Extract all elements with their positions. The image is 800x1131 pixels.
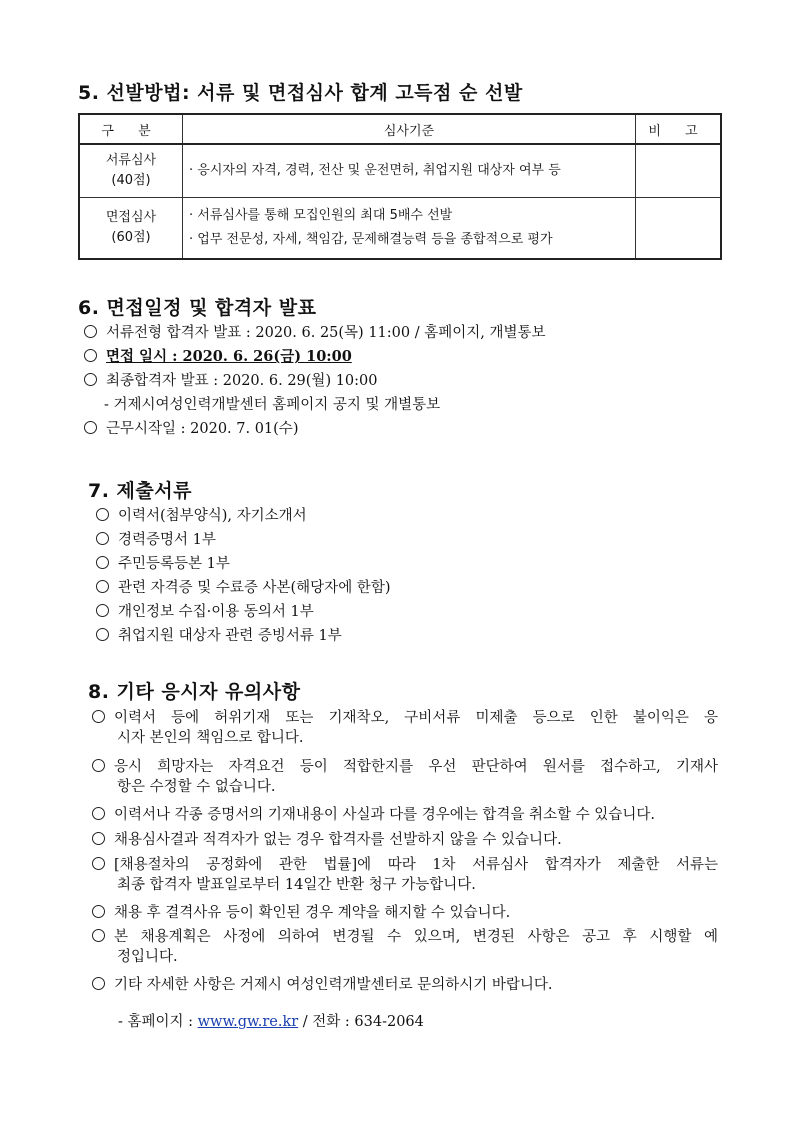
circle-bullet-icon <box>92 977 105 990</box>
notice-item: [채용절차의 공정화에 관한 법률]에 따라 1차 서류심사 합격자가 제출한 서류는 최종 합격자 발표일로부터 14일간 반환 청구 가능합니다. <box>92 855 718 895</box>
list-item: 취업지원 대상자 관련 증빙서류 1부 <box>96 626 342 646</box>
list-item: 주민등록등본 1부 <box>96 554 230 574</box>
table-cell-note <box>636 144 722 198</box>
evaluation-criteria-table <box>78 113 722 260</box>
contact-line: - 홈페이지 : www.gw.re.kr / 전화 : 634-2064 <box>118 1014 424 1030</box>
notice-item: 채용 후 결격사유 등이 확인된 경우 계약을 해지할 수 있습니다. <box>92 903 510 923</box>
circle-bullet-icon <box>92 759 105 772</box>
circle-bullet-icon <box>92 929 105 942</box>
section-7-heading: 7. 제출서류 <box>88 480 192 502</box>
criteria-line: · 서류심사를 통해 모집인원의 최대 5배수 선발 <box>189 208 453 223</box>
table-header-row <box>79 114 721 144</box>
list-item: 이력서(첨부양식), 자기소개서 <box>96 506 307 526</box>
list-item-highlighted: 면접 일시 : 2020. 6. 26(금) 10:00 <box>84 347 352 367</box>
circle-bullet-icon <box>96 628 109 641</box>
list-item: 근무시작일 : 2020. 7. 01(수) <box>84 419 298 439</box>
circle-bullet-icon <box>92 905 105 918</box>
circle-bullet-icon <box>92 832 105 845</box>
table-cell-note <box>636 198 722 260</box>
table-header-criteria: 심사기준 <box>183 114 636 144</box>
category-label: 서류심사 <box>105 153 157 168</box>
category-label: 면접심사 <box>105 210 157 225</box>
circle-bullet-icon <box>96 556 109 569</box>
circle-bullet-icon <box>84 373 97 386</box>
list-item: 관련 자격증 및 수료증 사본(해당자에 한함) <box>96 578 390 598</box>
circle-bullet-icon <box>96 604 109 617</box>
category-points: (60점) <box>111 230 151 245</box>
criteria-line: · 업무 전문성, 자세, 책임감, 문제해결능력 등을 종합적으로 평가 <box>189 232 553 247</box>
list-sub-item: - 거제시여성인력개발센터 홈페이지 공지 및 개별통보 <box>104 397 441 413</box>
list-item: 경력증명서 1부 <box>96 530 216 550</box>
notice-item: 이력서나 각종 증명서의 기재내용이 사실과 다를 경우에는 합격을 취소할 수 있습니다. <box>92 805 655 825</box>
notice-item: 본 채용계획은 사정에 의하여 변경될 수 있으며, 변경된 사항은 공고 후 시행할 예 정입니다. <box>92 927 718 967</box>
circle-bullet-icon <box>96 508 109 521</box>
homepage-link[interactable]: www.gw.re.kr <box>197 1014 299 1030</box>
table-header-note: 비 고 <box>636 114 722 144</box>
section-8-heading: 8. 기타 응시자 유의사항 <box>88 681 301 703</box>
circle-bullet-icon <box>96 532 109 545</box>
table-cell-criteria <box>183 144 636 198</box>
notice-item: 기타 자세한 사항은 거제시 여성인력개발센터로 문의하시기 바랍니다. <box>92 975 552 995</box>
table-row <box>79 198 721 260</box>
table-cell-category <box>79 198 183 260</box>
circle-bullet-icon <box>84 325 97 338</box>
section-5-heading: 5. 선발방법: 서류 및 면접심사 합계 고득점 순 선발 <box>78 82 523 104</box>
circle-bullet-icon <box>92 807 105 820</box>
list-item: 서류전형 합격자 발표 : 2020. 6. 25(목) 11:00 / 홈페이지, 개별통보 <box>84 323 546 343</box>
table-cell-criteria <box>183 198 636 260</box>
criteria-line: · 응시자의 자격, 경력, 전산 및 운전면허, 취업지원 대상자 여부 등 <box>189 163 561 178</box>
section-6-heading: 6. 면접일정 및 합격자 발표 <box>78 297 317 319</box>
circle-bullet-icon <box>92 857 105 870</box>
circle-bullet-icon <box>96 580 109 593</box>
list-item: 개인정보 수집·이용 동의서 1부 <box>96 602 314 622</box>
notice-item: 이력서 등에 허위기재 또는 기재착오, 구비서류 미제출 등으로 인한 불이익은 응 시자 본인의 책임으로 합니다. <box>92 708 718 748</box>
circle-bullet-icon <box>84 421 97 434</box>
circle-bullet-icon <box>84 349 97 362</box>
table-row <box>79 144 721 198</box>
circle-bullet-icon <box>92 710 105 723</box>
notice-item: 응시 희망자는 자격요건 등이 적합한지를 우선 판단하여 원서를 접수하고, 기재사 항은 수정할 수 없습니다. <box>92 757 718 797</box>
notice-item: 채용심사결과 적격자가 없는 경우 합격자를 선발하지 않을 수 있습니다. <box>92 830 562 850</box>
table-header-category: 구 분 <box>79 114 183 144</box>
list-item: 최종합격자 발표 : 2020. 6. 29(월) 10:00 <box>84 371 378 391</box>
category-points: (40점) <box>111 173 151 188</box>
table-cell-category <box>79 144 183 198</box>
